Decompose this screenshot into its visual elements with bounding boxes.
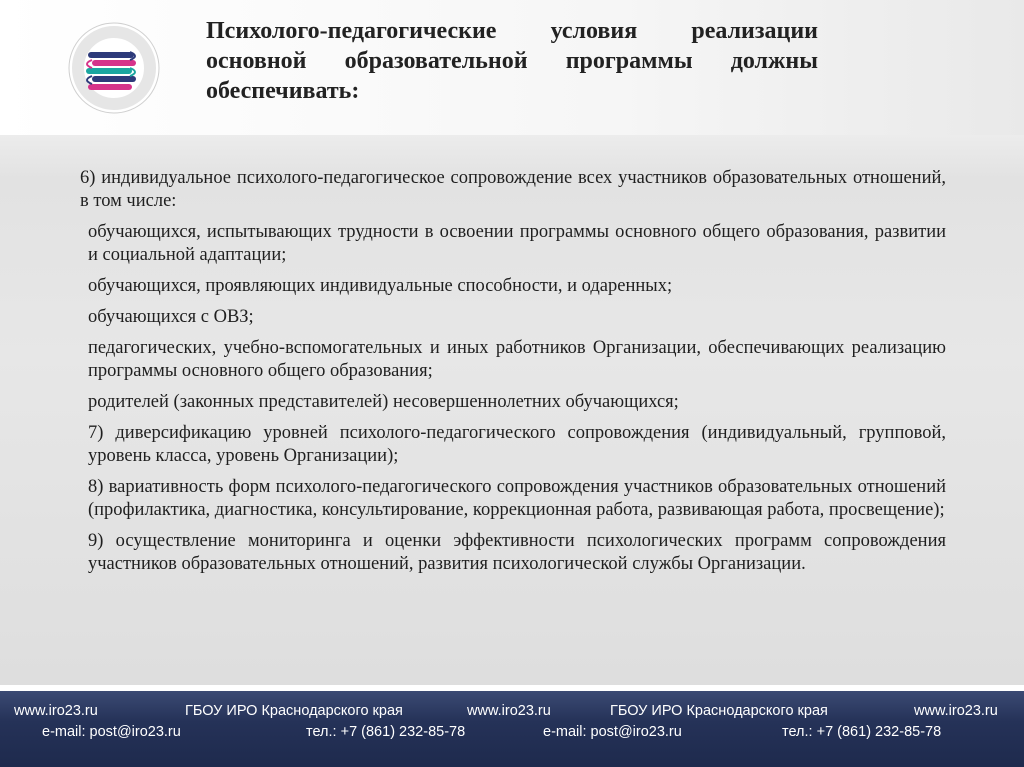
list-item: обучающихся с ОВЗ;	[88, 307, 254, 327]
footer-org-name: ГБОУ ИРО Краснодарского края	[610, 703, 828, 719]
footer-org-name: ГБОУ ИРО Краснодарского края	[185, 703, 403, 719]
list-item: 6) индивидуальное психолого-педагогическое сопровождение всех участников образовательных отношений, в том числе:	[80, 168, 946, 211]
footer-site-link[interactable]: www.iro23.ru	[467, 703, 551, 719]
slide-header	[0, 0, 1024, 135]
footer-email-link[interactable]: e-mail: post@iro23.ru	[543, 724, 682, 740]
list-item: педагогических, учебно-вспомогательных и иных работников Организации, обеспечивающих реализацию программы основного общего образования;	[88, 338, 946, 381]
footer-phone: тел.: +7 (861) 232-85-78	[306, 724, 466, 740]
list-item: обучающихся, проявляющих индивидуальные способности, и одаренных;	[88, 276, 673, 296]
footer-bar	[0, 691, 1024, 767]
content-body	[80, 167, 946, 584]
page-title: Психолого-педагогические условия реализации основной образовательной программы должны обеспечивать:	[206, 18, 818, 104]
list-item: 9) осуществление мониторинга и оценки эффективности психологических программ сопровождения участников образовательных отношений, развития психологической службы Организации.	[88, 531, 946, 574]
footer-phone: тел.: +7 (861) 232-85-78	[782, 724, 942, 740]
books-stack-logo-icon	[68, 22, 160, 114]
list-item: 8) вариативность форм психолого-педагогического сопровождения участников образовательных отношений (профилактика, диагностика, консультирование, коррекционная работа, развивающая работа, просвещение);	[88, 477, 946, 520]
footer-email-link[interactable]: e-mail: post@iro23.ru	[42, 724, 181, 740]
list-item: родителей (законных представителей) несовершеннолетних обучающихся;	[88, 392, 679, 412]
footer-site-link[interactable]: www.iro23.ru	[914, 703, 998, 719]
list-item: обучающихся, испытывающих трудности в освоении программы основного общего образования, развитии и социальной адаптации;	[88, 222, 946, 265]
list-item: 7) диверсификацию уровней психолого-педагогического сопровождения (индивидуальный, групповой, уровень класса, уровень Организации);	[88, 423, 946, 466]
footer-site-link[interactable]: www.iro23.ru	[14, 703, 98, 719]
